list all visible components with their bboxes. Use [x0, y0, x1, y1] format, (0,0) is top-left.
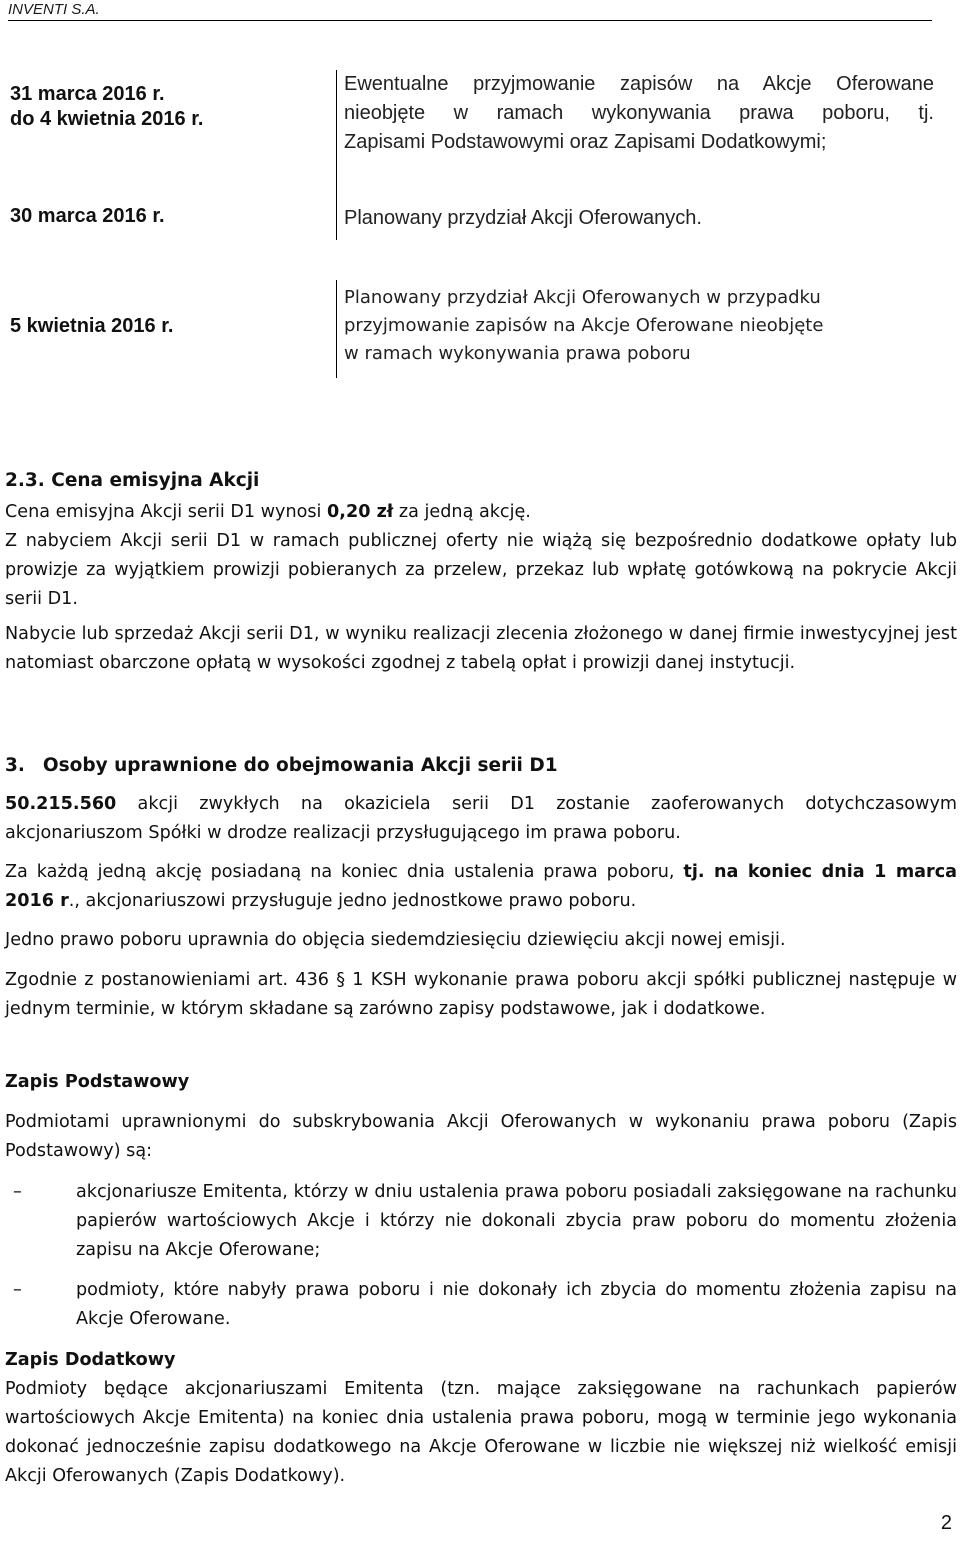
basic-intro: Podmiotami uprawnionymi do subskrybowania Akcji Oferowanych w wykonaniu prawa poboru (Zapis Podstawowy) są: [5, 1112, 957, 1161]
schedule-description: Ewentualne przyjmowanie zapisów na Akcje Oferowane nieobjęte w ramach wykonywania prawa poboru, tj. Zapisami Podstawowymi oraz Zapisami Dodatkowymi; [344, 73, 934, 153]
schedule-row [0, 70, 960, 188]
running-header [8, 0, 932, 21]
ratio-paragraph: Jedno prawo poboru uprawnia do objęcia siedemdziesięciu dziewięciu akcji nowej emisji. [5, 930, 786, 950]
schedule-divider [336, 188, 337, 240]
list-item: – podmioty, które nabyły prawa poboru i nie dokonały ich zbycia do momentu złożenia zapisu na Akcje Oferowane. [5, 1276, 957, 1334]
ksh-paragraph: Zgodnie z postanowieniami art. 436 § 1 KSH wykonanie prawa poboru akcji spółki publicznej następuje w jednym terminie, w którym składane są zarówno zapisy podstawowe, jak i dodatkowe. [5, 970, 957, 1019]
schedule-divider [336, 70, 337, 188]
offer-paragraph: 50.215.560 akcji zwykłych na okaziciela serii D1 zostanie zaoferowanych dotychczasowym akcjonariuszom Spółki w drodze realizacji przysługującego im prawa poboru. [5, 794, 957, 843]
schedule-description: Planowany przydział Akcji Oferowanych w przypadku przyjmowanie zapisów na Akcje Oferowane nieobjęte w ramach wykonywania prawa poboru [344, 287, 824, 364]
dash-bullet: – [13, 1182, 22, 1202]
price-sentence: Cena emisyjna Akcji serii D1 wynosi 0,20 zł za jedną akcję. [5, 502, 531, 522]
company-name: INVENTI S.A. [8, 1, 100, 18]
section-additional-subscription [5, 1346, 957, 1491]
schedule-row [0, 280, 960, 378]
schedule-date: 30 marca 2016 r. [10, 205, 165, 227]
subsection-heading: Zapis Podstawowy [5, 1072, 190, 1092]
schedule-date: 31 marca 2016 r. do 4 kwietnia 2016 r. [10, 83, 204, 130]
schedule-date: 5 kwietnia 2016 r. [10, 315, 174, 337]
right-paragraph: Za każdą jedną akcję posiadaną na koniec dnia ustalenia prawa poboru, tj. na koniec dnia 1 marca 2016 r., akcjonariuszowi przysługuje jedno jednostkowe prawo poboru. [5, 862, 957, 911]
fees-paragraph: Z nabyciem Akcji serii D1 w ramach publicznej oferty nie wiążą się bezpośrednio dodatkowe opłaty lub prowizje za wyjątkiem prowizji pobieranych za przelew, przekaz lub wpłatę gotówkową na pokrycie Akcji serii D1. [5, 531, 957, 609]
section-basic-subscription [5, 1068, 957, 1166]
page-number: 2 [940, 1512, 952, 1534]
schedule-description: Planowany przydział Akcji Oferowanych. [344, 207, 702, 229]
list-item: – akcjonariusze Emitenta, którzy w dniu ustalenia prawa poboru posiadali zaksięgowane na rachunku papierów wartościowych Akcje i którzy nie dokonali zbycia praw poboru do momentu złożenia zapisu na Akcje Oferowane; [5, 1178, 957, 1265]
section-heading: 3. Osoby uprawnione do obejmowania Akcji serii D1 [5, 755, 558, 776]
additional-paragraph: Podmioty będące akcjonariuszami Emitenta (tzn. mające zaksięgowane na rachunkach papierów wartościowych Akcje Emitenta) na koniec dnia ustalenia prawa poboru, mogą w terminie jego wykonania dokonać jednocześnie zapisu dodatkowego na Akcje Oferowane w liczbie nie większej niż wielkość emisji Akcji Oferowanych (Zapis Dodatkowy). [5, 1379, 957, 1486]
section-eligible [5, 751, 957, 1024]
schedule-divider [336, 280, 337, 378]
section-heading: 2.3. Cena emisyjna Akcji [5, 470, 260, 491]
section-price [5, 466, 957, 678]
subsection-heading: Zapis Dodatkowy [5, 1350, 176, 1370]
schedule-row [0, 188, 960, 240]
dash-bullet: – [13, 1280, 22, 1300]
trade-paragraph: Nabycie lub sprzedaż Akcji serii D1, w wyniku realizacji zlecenia złożonego w danej firmie inwestycyjnej jest natomiast obarczone opłatą w wysokości zgodnej z tabelą opłat i prowizji danej instytucji. [5, 624, 957, 673]
